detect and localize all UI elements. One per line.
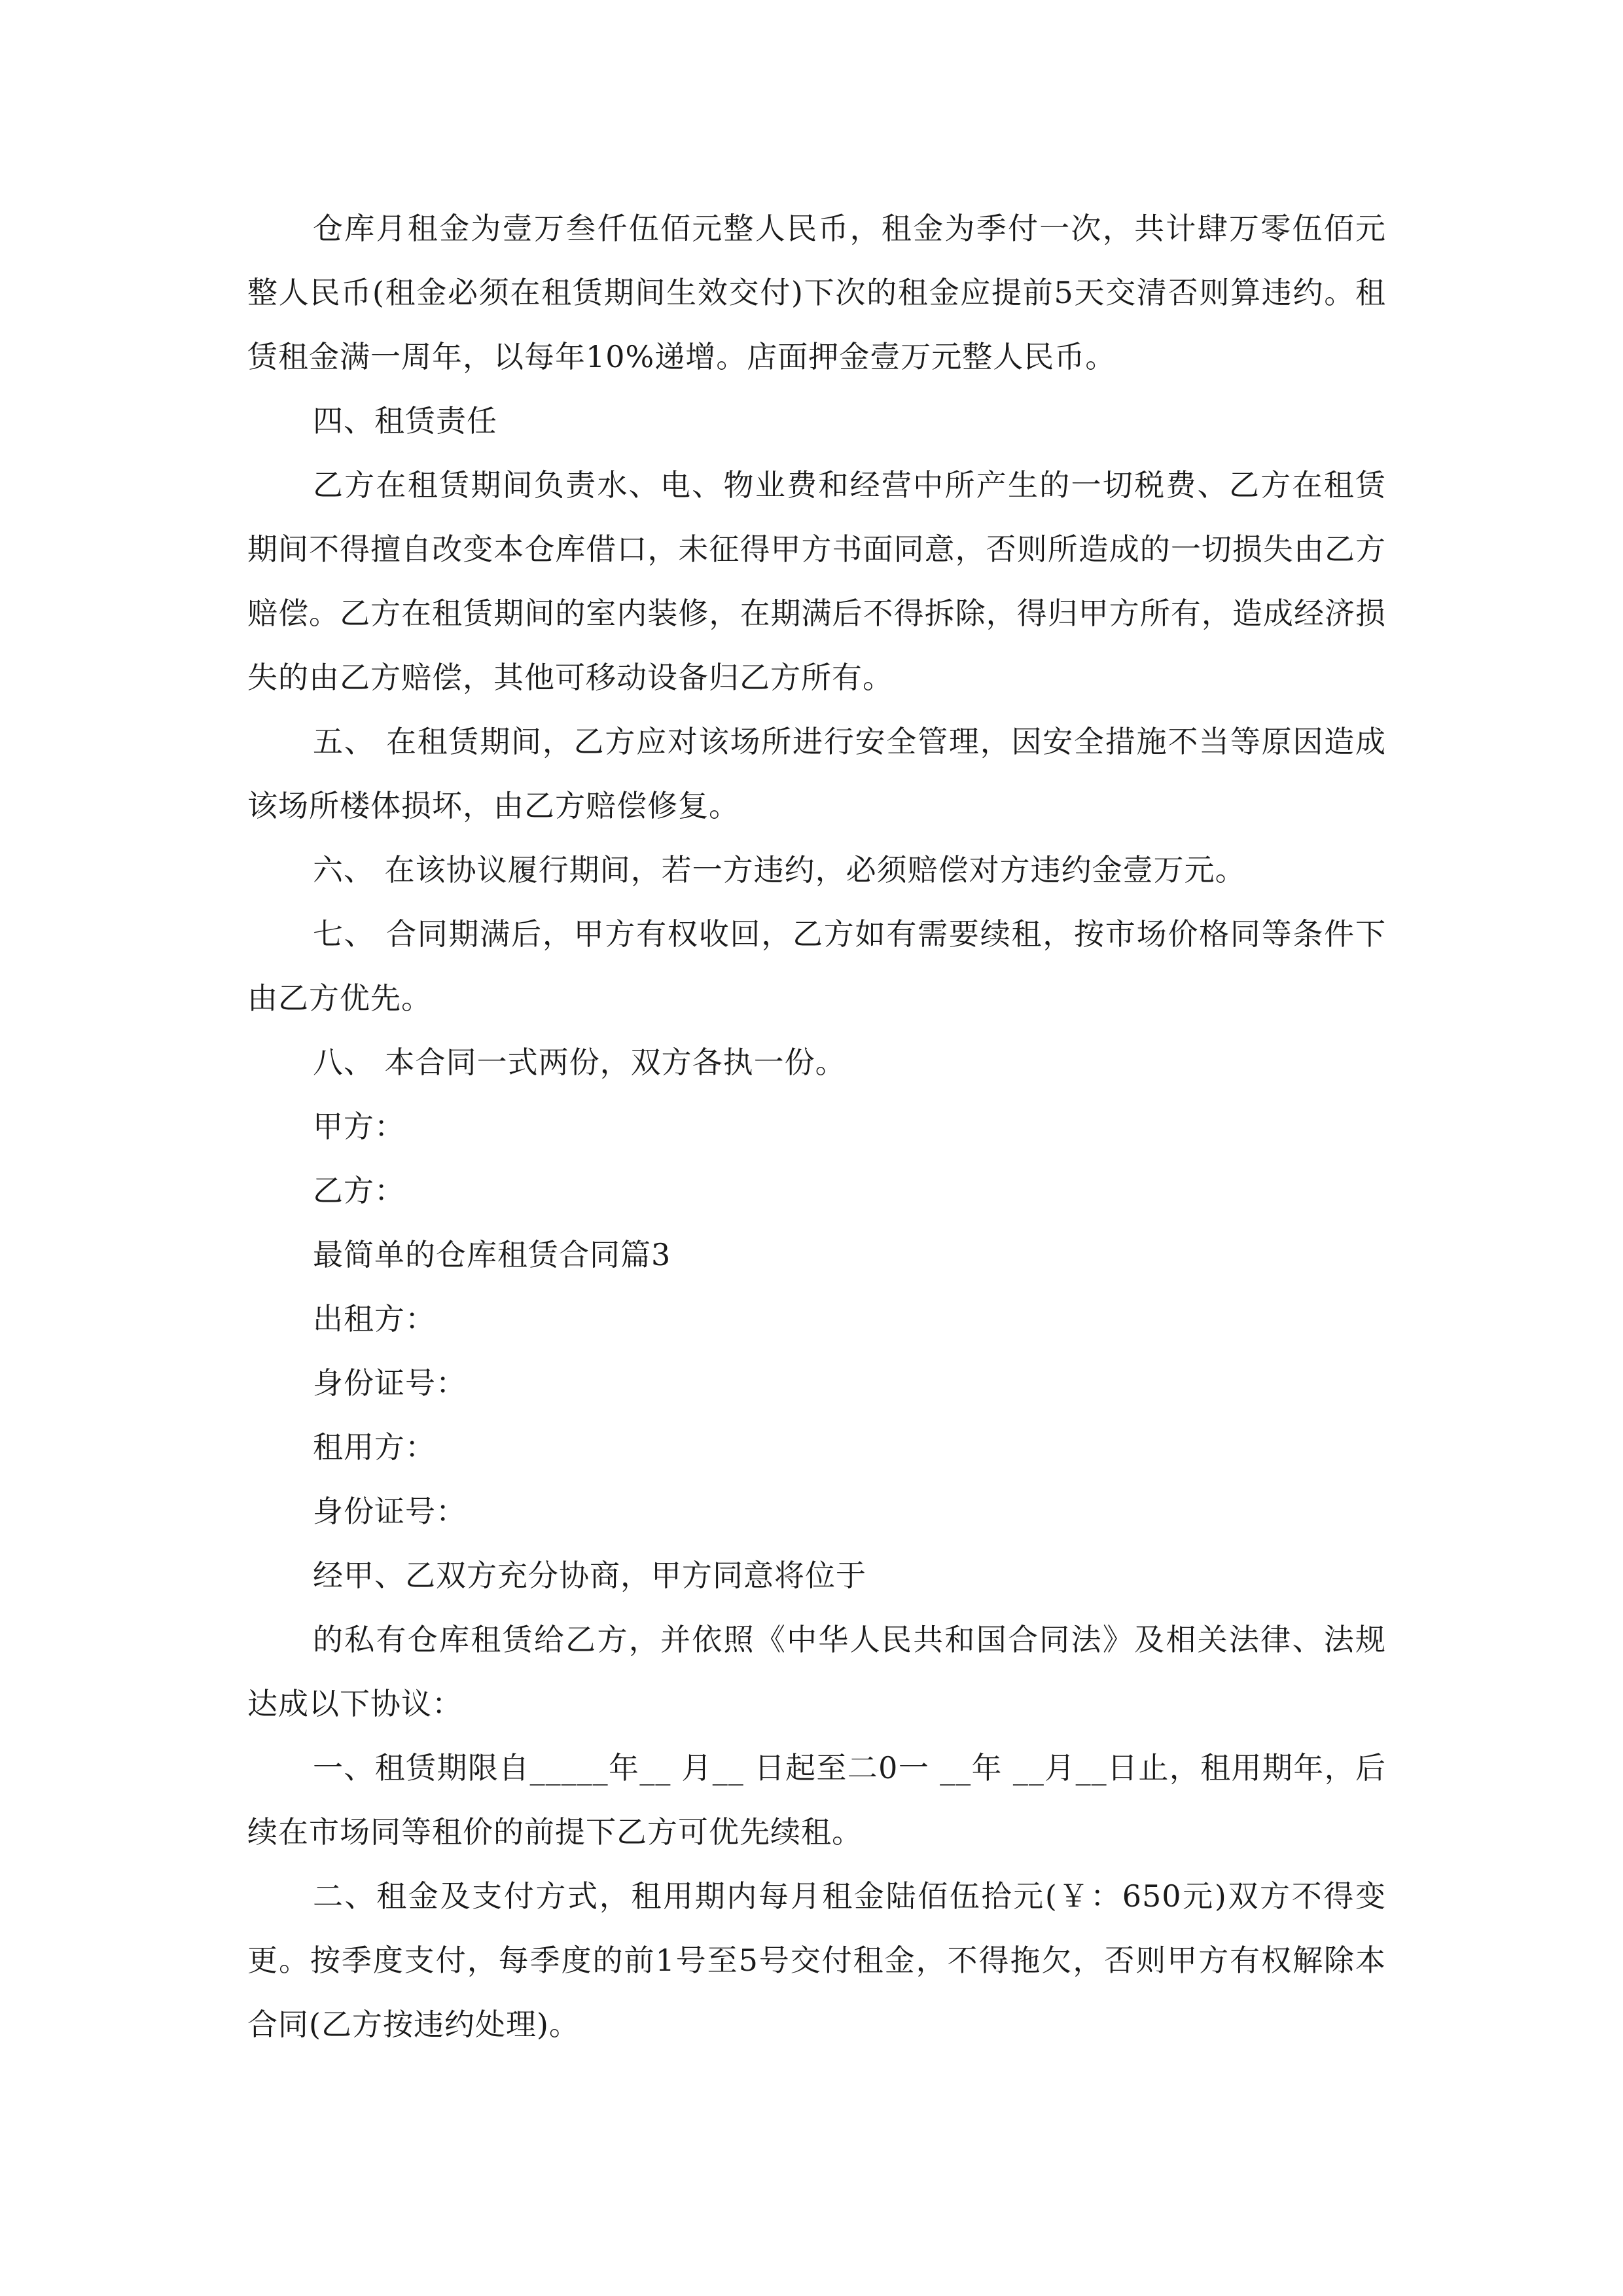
lessor-id-label: 身份证号： bbox=[313, 1365, 467, 1401]
clause-seven: 七、 合同期满后，甲方有权收回，乙方如有需要续租，按市场价格同等条件下由乙方优先。 bbox=[247, 916, 1386, 1016]
lessor-label: 出租方： bbox=[313, 1301, 436, 1336]
clause-rent-payment: 二、租金及支付方式，租用期内每月租金陆佰伍拾元(￥：650元)双方不得变更。按季度支付，每季度的前1号至5号交付租金，不得拖欠，否则甲方有权解除本合同(乙方按违约处理)。 bbox=[247, 1878, 1386, 2042]
clause-eight: 八、 本合同一式两份，双方各执一份。 bbox=[313, 1045, 846, 1080]
paragraph-lease-responsibility: 乙方在租赁期间负责水、电、物业费和经营中所产生的一切税费、乙方在租赁期间不得擅自改变本仓库借口，未征得甲方书面同意，否则所造成的一切损失由乙方赔偿。乙方在租赁期间的室内装修，在期满后不得拆除，得归甲方所有，造成经济损失的由乙方赔偿，其他可移动设备归乙方所有。 bbox=[247, 467, 1386, 695]
paragraph-rent-terms: 仓库月租金为壹万叁仟伍佰元整人民币，租金为季付一次，共计肆万零伍佰元整人民币(租金必须在租赁期间生效交付)下次的租金应提前5天交清否则算违约。租赁租金满一周年，以每年10%递增。店面押金壹万元整人民币。 bbox=[247, 211, 1386, 374]
party-b-label: 乙方： bbox=[313, 1173, 405, 1208]
clause-six: 六、 在该协议履行期间，若一方违约，必须赔偿对方违约金壹万元。 bbox=[313, 852, 1246, 888]
document-page bbox=[247, 196, 1386, 2056]
party-a-label: 甲方： bbox=[313, 1109, 405, 1144]
agreement-basis: 的私有仓库租赁给乙方，并依照《中华人民共和国合同法》及相关法律、法规达成以下协议： bbox=[247, 1622, 1386, 1721]
lessee-id-label: 身份证号： bbox=[313, 1494, 467, 1529]
section-title: 最简单的仓库租赁合同篇3 bbox=[313, 1237, 671, 1272]
clause-five: 五、 在租赁期间，乙方应对该场所进行安全管理，因安全措施不当等原因造成该场所楼体损坏，由乙方赔偿修复。 bbox=[247, 724, 1386, 823]
heading-lease-responsibility: 四、租赁责任 bbox=[313, 403, 497, 439]
lessee-label: 租用方： bbox=[313, 1429, 436, 1465]
clause-lease-period: 一、租赁期限自_____年__ 月__ 日起至二0一 __年 __月__日止，租用期年，后续在市场同等租价的前提下乙方可优先续租。 bbox=[247, 1750, 1386, 1850]
agreement-intro: 经甲、乙双方充分协商，甲方同意将位于 bbox=[313, 1558, 866, 1593]
